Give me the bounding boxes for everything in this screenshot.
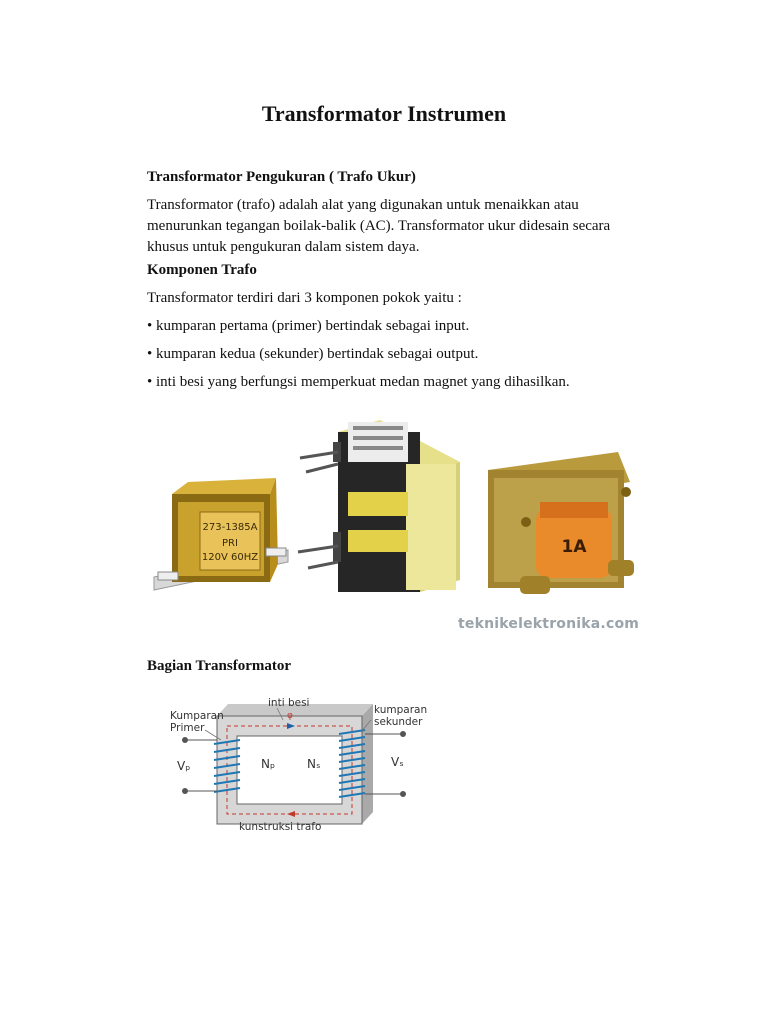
label-kumparan-primer	[170, 710, 224, 734]
label-line: Kumparan	[170, 710, 224, 722]
label-pri: PRI	[222, 538, 238, 549]
transformer-diagram	[165, 694, 445, 840]
page-title: Transformator Instrumen	[261, 101, 507, 126]
bullet-item: • inti besi yang berfungsi memperkuat medan magnet yang dihasilkan.	[147, 374, 570, 390]
section-heading-trafo-ukur: Transformator Pengukuran ( Trafo Ukur)	[147, 169, 416, 185]
diagram-caption: kunstruksi trafo	[239, 821, 322, 833]
label-part-number: 273-1385A	[202, 522, 258, 533]
section-heading-komponen: Komponen Trafo	[147, 262, 257, 278]
transformer-photo	[148, 412, 638, 647]
label-kumparan-sekunder	[374, 704, 427, 728]
label-np: Nₚ	[261, 757, 276, 771]
label-line: sekunder	[374, 716, 423, 728]
section-heading-bagian: Bagian Transformator	[147, 658, 292, 674]
paragraph-line: khusus untuk pengukuran dalam sistem daya.	[147, 239, 420, 255]
label-line: Primer	[170, 722, 205, 734]
bullet-item: • kumparan kedua (sekunder) bertindak sebagai output.	[147, 346, 479, 362]
label-line: kumparan	[374, 704, 428, 716]
small-transformer-illustration	[154, 478, 288, 590]
bullet-item: • kumparan pertama (primer) bertindak sebagai input.	[147, 318, 470, 334]
label-ns: Nₛ	[307, 757, 321, 771]
paragraph-trafo-definition	[147, 195, 637, 258]
paragraph-line: menurunkan tegangan boilak-balik (AC). Transformator ukur didesain secara	[147, 218, 611, 234]
orange-transformer-illustration	[488, 452, 634, 594]
paragraph-line: Transformator (trafo) adalah alat yang digunakan untuk menaikkan atau	[147, 197, 579, 213]
flux-symbol: φ	[287, 711, 293, 721]
photo-watermark: teknikelektronika.com	[458, 616, 640, 632]
label-rating: 120V 60HZ	[201, 552, 259, 563]
tall-transformer-illustration	[298, 420, 460, 592]
label-inti-besi: inti besi	[268, 697, 310, 709]
label-vp: Vₚ	[177, 759, 191, 773]
komponen-intro: Transformator terdiri dari 3 komponen pokok yaitu :	[147, 290, 462, 306]
label-1a: 1A	[561, 537, 587, 557]
label-vs: Vₛ	[391, 755, 404, 769]
